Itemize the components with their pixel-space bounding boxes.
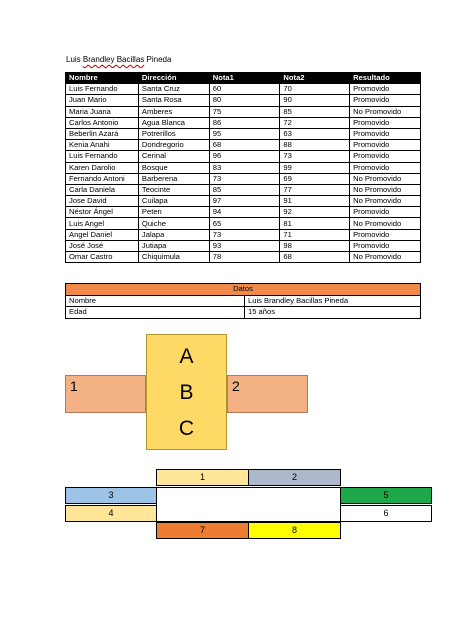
box-4: 4 [65, 505, 157, 522]
cell-direccion: Peten [138, 207, 209, 218]
cell-direccion: Agua Blanca [138, 117, 209, 128]
cell-nota2: 91 [280, 196, 350, 207]
cell-direccion: Cerinal [138, 151, 209, 162]
cell-nota2: 73 [280, 151, 350, 162]
cell-resultado: Promovido [350, 84, 421, 95]
table-row [66, 240, 421, 251]
cell-nombre: Néstor Ángel [66, 207, 139, 218]
cell-direccion: Barberena [138, 173, 209, 184]
cell-direccion: Bosque [138, 162, 209, 173]
cell-nota2: 88 [280, 140, 350, 151]
cross-left-number: 1 [70, 378, 78, 394]
header-direccion: Dirección [138, 73, 209, 84]
cell-nombre: Luis Fernando [66, 151, 139, 162]
cell-resultado: Promovido [350, 128, 421, 139]
cross-letter-b: B [179, 381, 194, 404]
datos-row [66, 307, 421, 319]
cell-resultado: Promovido [350, 229, 421, 240]
header-nombre: Nombre [66, 73, 139, 84]
cell-nota1: 60 [209, 84, 280, 95]
cell-resultado: Promovido [350, 240, 421, 251]
cell-nota2: 92 [280, 207, 350, 218]
cell-nota1: 73 [209, 229, 280, 240]
cell-nota1: 97 [209, 196, 280, 207]
table-row [66, 229, 421, 240]
cell-resultado: Promovido [350, 117, 421, 128]
cell-resultado: No Promovido [350, 196, 421, 207]
cell-nombre: Omar Castro [66, 252, 139, 263]
cell-nombre: Juan Mario [66, 95, 139, 106]
cell-resultado: Promovido [350, 140, 421, 151]
cell-resultado: Promovido [350, 162, 421, 173]
cell-nombre: Beberlin Azará [66, 128, 139, 139]
cross-left-box [65, 375, 146, 413]
datos-table [65, 283, 421, 319]
cell-direccion: Quiche [138, 218, 209, 229]
cell-direccion: Jutiapa [138, 240, 209, 251]
author-first-name: Luis [66, 55, 81, 64]
cross-letter-a: A [179, 345, 194, 368]
cell-resultado: No Promovido [350, 173, 421, 184]
datos-value-text: Luis Brandley Bacillas Pineda [248, 295, 349, 305]
box-3: 3 [65, 487, 157, 504]
cell-nota2: 68 [280, 252, 350, 263]
cell-direccion: Cuilapa [138, 196, 209, 207]
cell-direccion: Chiquimula [138, 252, 209, 263]
table-row [66, 252, 421, 263]
cell-nota1: 83 [209, 162, 280, 173]
cell-nombre: Carlos Antonio [66, 117, 139, 128]
cell-direccion: Santa Rosa [138, 95, 209, 106]
box-center-blank [156, 487, 341, 522]
cell-nota2: 98 [280, 240, 350, 251]
cell-nombre: Luis Fernando [66, 84, 139, 95]
cell-resultado: No Promovido [350, 184, 421, 195]
table-row [66, 106, 421, 117]
box-6: 6 [340, 505, 432, 522]
datos-title: Datos [66, 284, 421, 296]
cell-resultado: Promovido [350, 151, 421, 162]
datos-row [66, 295, 421, 307]
table-row [66, 151, 421, 162]
cell-nota1: 85 [209, 184, 280, 195]
cross-letter-c: C [178, 417, 195, 440]
cell-nombre: Luis Angel [66, 218, 139, 229]
cross-right-number: 2 [232, 378, 240, 394]
table-row [66, 162, 421, 173]
cell-nombre: Maria Juana [66, 106, 139, 117]
table-row [66, 117, 421, 128]
table-row [66, 173, 421, 184]
cross-center-box [146, 334, 227, 450]
header-nota1: Nota1 [209, 73, 280, 84]
cell-direccion: Amberes [138, 106, 209, 117]
cell-nota2: 69 [280, 173, 350, 184]
cell-direccion: Dondregorio [138, 140, 209, 151]
box-7: 7 [156, 522, 249, 539]
cell-nota1: 75 [209, 106, 280, 117]
cell-nombre: Angel Daniel [66, 229, 139, 240]
cell-nota2: 71 [280, 229, 350, 240]
cell-direccion: Santa Cruz [138, 84, 209, 95]
cell-nota1: 68 [209, 140, 280, 151]
cell-nota2: 77 [280, 184, 350, 195]
cell-direccion: Jalapa [138, 229, 209, 240]
cell-nota1: 78 [209, 252, 280, 263]
cell-nota1: 80 [209, 95, 280, 106]
cell-nota1: 86 [209, 117, 280, 128]
grades-table [65, 72, 421, 263]
cell-nota1: 73 [209, 173, 280, 184]
cell-nota2: 81 [280, 218, 350, 229]
cross-right-box [227, 375, 308, 413]
cell-nota1: 94 [209, 207, 280, 218]
table-row [66, 218, 421, 229]
table-row [66, 207, 421, 218]
cell-resultado: No Promovido [350, 252, 421, 263]
cell-nombre: Kenia Anahi [66, 140, 139, 151]
cell-nota1: 96 [209, 151, 280, 162]
cell-nota1: 93 [209, 240, 280, 251]
cell-resultado: No Promovido [350, 106, 421, 117]
box-1: 1 [156, 469, 249, 486]
author-last-name: Pineda [146, 55, 172, 64]
cell-nombre: Fernando Antoni [66, 173, 139, 184]
cell-resultado: Promovido [350, 207, 421, 218]
author-middle-name: Brandley Bacillas [82, 55, 145, 64]
cell-nombre: Jose David [66, 196, 139, 207]
cell-nota2: 85 [280, 106, 350, 117]
table-row [66, 84, 421, 95]
header-resultado: Resultado [350, 73, 421, 84]
table-row [66, 95, 421, 106]
cell-nombre: Karen Darolio [66, 162, 139, 173]
box-8: 8 [248, 522, 341, 539]
cell-nombre: José José [66, 240, 139, 251]
table-row [66, 128, 421, 139]
table-row [66, 184, 421, 195]
cell-nota2: 99 [280, 162, 350, 173]
cell-resultado: No Promovido [350, 218, 421, 229]
table-row [66, 140, 421, 151]
cell-nota1: 65 [209, 218, 280, 229]
grades-body [66, 84, 421, 263]
cell-nombre: Carla Daniela [66, 184, 139, 195]
datos-key: Nombre [66, 295, 245, 307]
box-2: 2 [248, 469, 341, 486]
box-5: 5 [340, 487, 432, 504]
author-line [66, 55, 171, 64]
header-nota2: Nota2 [280, 73, 350, 84]
cell-direccion: Teocinte [138, 184, 209, 195]
datos-header-row [66, 284, 421, 296]
cell-direccion: Potrerillos [138, 128, 209, 139]
datos-value: 15 años [245, 307, 421, 319]
cell-resultado: Promovido [350, 95, 421, 106]
cell-nota2: 90 [280, 95, 350, 106]
cell-nota2: 72 [280, 117, 350, 128]
grades-header-row [66, 73, 421, 84]
cell-nota2: 63 [280, 128, 350, 139]
table-row [66, 196, 421, 207]
datos-key: Edad [66, 307, 245, 319]
cell-nota2: 70 [280, 84, 350, 95]
datos-value [245, 295, 421, 307]
cell-nota1: 95 [209, 128, 280, 139]
